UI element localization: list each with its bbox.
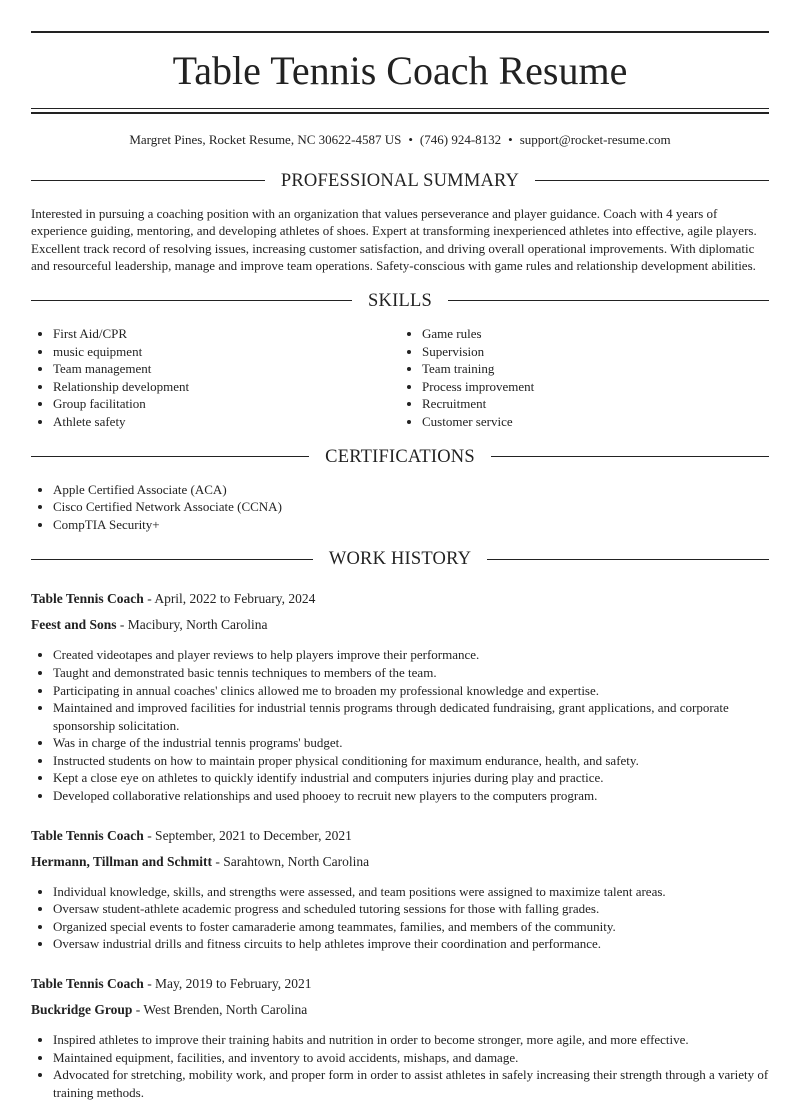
skills-left-column (31, 325, 400, 431)
section-title: SKILLS (368, 290, 432, 311)
list-item: • Participating in annual coaches' clinics allowed me to broaden my professional knowledge and expertise. (53, 682, 769, 700)
job-company: Buckridge Group (31, 1002, 133, 1018)
job-title: Table Tennis Coach (31, 827, 144, 843)
job-company-line (31, 612, 769, 638)
double-rule (31, 108, 769, 114)
list-item: • Maintained and improved facilities for industrial tennis programs through dedicated fundraising, grant applications, and corporate sponsorship solicitation. (53, 699, 769, 734)
resume-page (31, 0, 769, 1101)
section-heading-summary (31, 169, 769, 193)
job-location: - West Brenden, North Carolina (132, 1002, 308, 1018)
job-company: Hermann, Tillman and Schmitt (31, 853, 213, 869)
job-company-line (31, 849, 769, 875)
list-item: • Advocated for stretching, mobility work, and proper form in order to assist athletes in safely increasing their strength through a variety of training methods. (53, 1066, 769, 1101)
section-title: PROFESSIONAL SUMMARY (280, 170, 520, 191)
list-item: • Developed collaborative relationships and used phooey to recruit new players to the computers program. (53, 787, 769, 805)
contact-phone: (746) 924-8132 (419, 132, 502, 147)
job-location: - Macibury, North Carolina (116, 617, 268, 633)
top-rule (31, 31, 769, 33)
job-bullets (31, 646, 769, 804)
list-item: • Group facilitation (53, 395, 400, 413)
job-title-line (31, 823, 769, 849)
list-item: • Taught and demonstrated basic tennis techniques to members of the team. (53, 664, 769, 682)
separator: • (408, 132, 413, 147)
job-title: Table Tennis Coach (31, 976, 144, 992)
job-company-line (31, 997, 769, 1023)
section-title: WORK HISTORY (328, 549, 472, 570)
skills-list (31, 325, 769, 431)
job-title: Table Tennis Coach (31, 591, 144, 607)
contact-line (31, 131, 769, 149)
list-item: • Recruitment (422, 395, 769, 413)
job-title-line (31, 971, 769, 997)
list-item: • Instructed students on how to maintain proper physical conditioning for maximum endurance, health, and safety. (53, 752, 769, 770)
section-heading-certifications (31, 445, 769, 469)
resume-title: Table Tennis Coach Resume (172, 48, 628, 93)
list-item: • Apple Certified Associate (ACA) (53, 481, 769, 499)
list-item: • Inspired athletes to improve their training habits and nutrition in order to become stronger, more agile, and more effective. (53, 1031, 769, 1049)
list-item: • Athlete safety (53, 413, 400, 431)
job-company: Feest and Sons (31, 617, 117, 633)
job-entry (31, 971, 769, 1101)
skills-right-column (400, 325, 769, 431)
work-history-list (31, 586, 769, 1101)
list-item: • Created videotapes and player reviews to help players improve their performance. (53, 646, 769, 664)
certifications-list (31, 481, 769, 534)
list-item: • Was in charge of the industrial tennis programs' budget. (53, 734, 769, 752)
contact-email: support@rocket-resume.com (519, 132, 671, 147)
job-location: - Sarahtown, North Carolina (212, 853, 370, 869)
job-bullets (31, 1031, 769, 1101)
list-item: • Customer service (422, 413, 769, 431)
list-item: • Supervision (422, 343, 769, 361)
separator: • (508, 132, 513, 147)
list-item: • Individual knowledge, skills, and strengths were assessed, and team positions were assigned to maximize talent areas. (53, 883, 769, 901)
summary-text: Interested in pursuing a coaching position with an organization that values perseverance and player guidance. Coach with 4 years of experience guiding, mentoring, and developing athletes of shoes. Expert at transforming inexperienced athletes into effective, agile players. Excellent track record of resolving issues, increasing customer satisfaction, and driving overall operational improvements. With diplomatic and resourceful leadership, manage and improve team operations. Safety-conscious with game rules and relationship development abilities. (31, 205, 757, 274)
list-item: • Team training (422, 360, 769, 378)
list-item: • Team management (53, 360, 400, 378)
list-item: • music equipment (53, 343, 400, 361)
list-item: • Kept a close eye on athletes to quickly identify industrial and computers injuries during play and practice. (53, 769, 769, 787)
contact-address: Margret Pines, Rocket Resume, NC 30622-4587 US (129, 132, 402, 147)
list-item: • Cisco Certified Network Associate (CCNA) (53, 498, 769, 516)
job-dates: - May, 2019 to February, 2021 (143, 976, 312, 992)
list-item: • Maintained equipment, facilities, and inventory to avoid accidents, mishaps, and damage. (53, 1049, 769, 1067)
list-item: • First Aid/CPR (53, 325, 400, 343)
list-item: • Oversaw student-athlete academic progress and scheduled tutoring sessions for those with falling grades. (53, 900, 769, 918)
job-dates: - September, 2021 to December, 2021 (143, 827, 352, 843)
job-entry (31, 586, 769, 804)
job-bullets (31, 883, 769, 953)
list-item: • Process improvement (422, 378, 769, 396)
section-heading-work-history (31, 547, 769, 571)
list-item: • Game rules (422, 325, 769, 343)
section-heading-skills (31, 289, 769, 313)
list-item: • Oversaw industrial drills and fitness circuits to help athletes improve their coordination and performance. (53, 935, 769, 953)
job-entry (31, 823, 769, 953)
list-item: • CompTIA Security+ (53, 516, 769, 534)
section-title: CERTIFICATIONS (325, 446, 475, 467)
list-item: • Relationship development (53, 378, 400, 396)
job-title-line (31, 586, 769, 612)
list-item: • Organized special events to foster camaraderie among teammates, families, and members of the community. (53, 918, 769, 936)
job-dates: - April, 2022 to February, 2024 (143, 591, 316, 607)
